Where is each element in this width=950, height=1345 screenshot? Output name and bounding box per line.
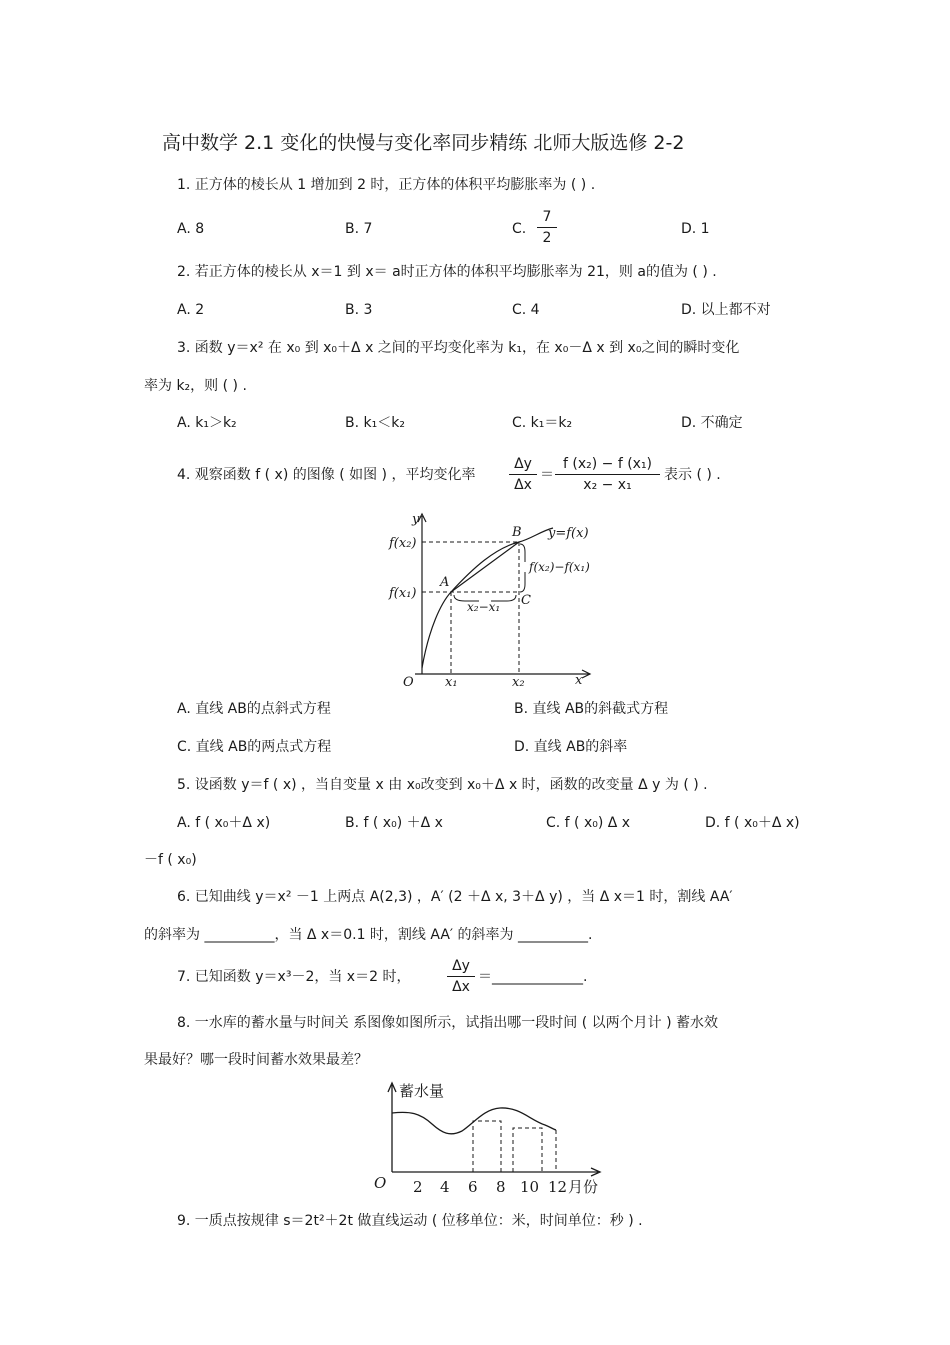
y-axis-label: 蓄水量 [399, 1082, 445, 1100]
fraction-denominator: Δx [452, 979, 470, 995]
x1-tick-label: x₁ [445, 675, 458, 690]
q4-equals: ＝ [540, 467, 554, 483]
fx1-label: f(x₁) [389, 586, 417, 601]
fx2-label: f(x₂) [389, 536, 417, 551]
q7-answer-blank: ＝_____________. [478, 969, 588, 985]
q5-option-c: C. f ( x₀) Δ x [546, 815, 631, 831]
q1-option-c-fraction [537, 208, 557, 247]
question-3-line2: 率为 k₂，则 ( ) . [144, 378, 247, 394]
question-3-line1: 3. 函数 y＝x² 在 x₀ 到 x₀＋Δ x 之间的平均变化率为 k₁，在 x₀－Δ x 到 x₀之间的瞬时变化 [177, 340, 740, 356]
run-label: x₂−x₁ [467, 600, 501, 614]
brace-bottom [520, 572, 525, 592]
fraction-numerator: Δy [452, 958, 470, 974]
fraction-numerator: 7 [542, 209, 552, 225]
q4-option-a: A. 直线 AB的点斜式方程 [177, 701, 331, 717]
q1-option-d: D. 1 [681, 221, 710, 237]
question-6-line2: 的斜率为 __________，当 Δ x＝0.1 时，割线 AA′ 的斜率为 __________. [144, 927, 593, 943]
fraction-denominator: x₂ − x₁ [583, 477, 632, 493]
question-9-stem: 9. 一质点按规律 s＝2t²＋2t 做直线运动 ( 位移单位：米，时间单位：秒 ) . [177, 1213, 643, 1229]
brace-top [520, 544, 525, 562]
tick-2: 2 [413, 1178, 423, 1196]
reservoir-figure [370, 1075, 610, 1197]
q3-option-b: B. k₁＜k₂ [345, 415, 405, 431]
q7-delta-fraction [447, 957, 475, 996]
question-1-stem: 1. 正方体的棱长从 1 增加到 2 时，正方体的体积平均膨胀率为 ( ) . [177, 177, 596, 193]
q5-option-d: D. f ( x₀＋Δ x) [705, 815, 800, 831]
q1-option-b: B. 7 [345, 221, 373, 237]
q5-option-a: A. f ( x₀＋Δ x) [177, 815, 271, 831]
curve-label: y=f(x) [548, 526, 589, 541]
rise-label: f(x₂)−f(x₁) [529, 560, 590, 574]
interval-10-12 [513, 1128, 542, 1172]
tick-6: 6 [468, 1178, 478, 1196]
q1-option-a: A. 8 [177, 221, 205, 237]
fraction-denominator: 2 [542, 230, 552, 246]
question-8-line1: 8. 一水库的蓄水量与时间关 系图像如图所示，试指出哪一段时间 ( 以两个月计 ) 蓄水效 [177, 1015, 718, 1031]
q1-option-c-label: C. [512, 221, 527, 237]
fraction-numerator: f (x₂) − f (x₁) [562, 456, 653, 472]
q3-option-d: D. 不确定 [681, 415, 743, 431]
interval-6-8 [473, 1121, 501, 1172]
secant-ab [451, 542, 519, 592]
page-title: 高中数学 2.1 变化的快慢与变化率同步精练 北师大版选修 2-2 [162, 132, 685, 154]
q4-option-c: C. 直线 AB的两点式方程 [177, 739, 332, 755]
fraction-numerator: Δy [514, 456, 532, 472]
question-5-stem: 5. 设函数 y＝f ( x) ，当自变量 x 由 x₀改变到 x₀＋Δ x 时，函数的改变量 Δ y 为 ( ) . [177, 777, 708, 793]
tick-8: 8 [496, 1178, 506, 1196]
question-4-stem: 4. 观察函数 f ( x) 的图像 ( 如图 ) ，平均变化率 [177, 467, 476, 483]
q2-option-c: C. 4 [512, 302, 540, 318]
q5-option-b: B. f ( x₀) ＋Δ x [345, 815, 443, 831]
x-axis-unit: 月份 [568, 1178, 599, 1196]
point-a-label: A [440, 575, 450, 590]
question-8-line2: 果最好？哪一段时间蓄水效果最差？ [144, 1052, 368, 1068]
q4-option-b: B. 直线 AB的斜截式方程 [514, 701, 669, 717]
question-6-line1: 6. 已知曲线 y＝x² －1 上两点 A(2,3) ，A′ (2 ＋Δ x, 3＋Δ y) ，当 Δ x＝1 时，割线 AA′ [177, 889, 733, 905]
tick-12: 12 [548, 1178, 568, 1196]
q3-option-a: A. k₁＞k₂ [177, 415, 237, 431]
q4-option-d: D. 直线 AB的斜率 [514, 739, 628, 755]
q3-option-c: C. k₁＝k₂ [512, 415, 573, 431]
origin-label: O [403, 675, 414, 690]
point-c-label: C [521, 593, 531, 608]
origin-label: O [374, 1174, 387, 1192]
y-axis-label: y [412, 512, 420, 527]
q5-option-d-continued: －f ( x₀) [144, 852, 197, 868]
q2-option-b: B. 3 [345, 302, 373, 318]
q4-delta-fraction [509, 455, 537, 494]
point-b-label: B [512, 525, 522, 540]
q4-stem-tail: 表示 ( ) . [664, 467, 721, 483]
q2-option-d: D. 以上都不对 [681, 302, 771, 318]
average-rate-figure [385, 508, 600, 690]
q2-option-a: A. 2 [177, 302, 205, 318]
x2-tick-label: x₂ [512, 675, 525, 690]
question-2-stem: 2. 若正方体的棱长从 x＝1 到 x＝ a时正方体的体积平均膨胀率为 21，则 a的值为 ( ) . [177, 264, 717, 280]
question-7-stem: 7. 已知函数 y＝x³－2，当 x＝2 时， [177, 969, 411, 985]
curve-y-fx [422, 528, 553, 668]
fraction-denominator: Δx [514, 477, 532, 493]
q4-difference-fraction [555, 455, 660, 494]
tick-10: 10 [520, 1178, 540, 1196]
x-axis-label: x [575, 673, 583, 688]
tick-4: 4 [440, 1178, 450, 1196]
